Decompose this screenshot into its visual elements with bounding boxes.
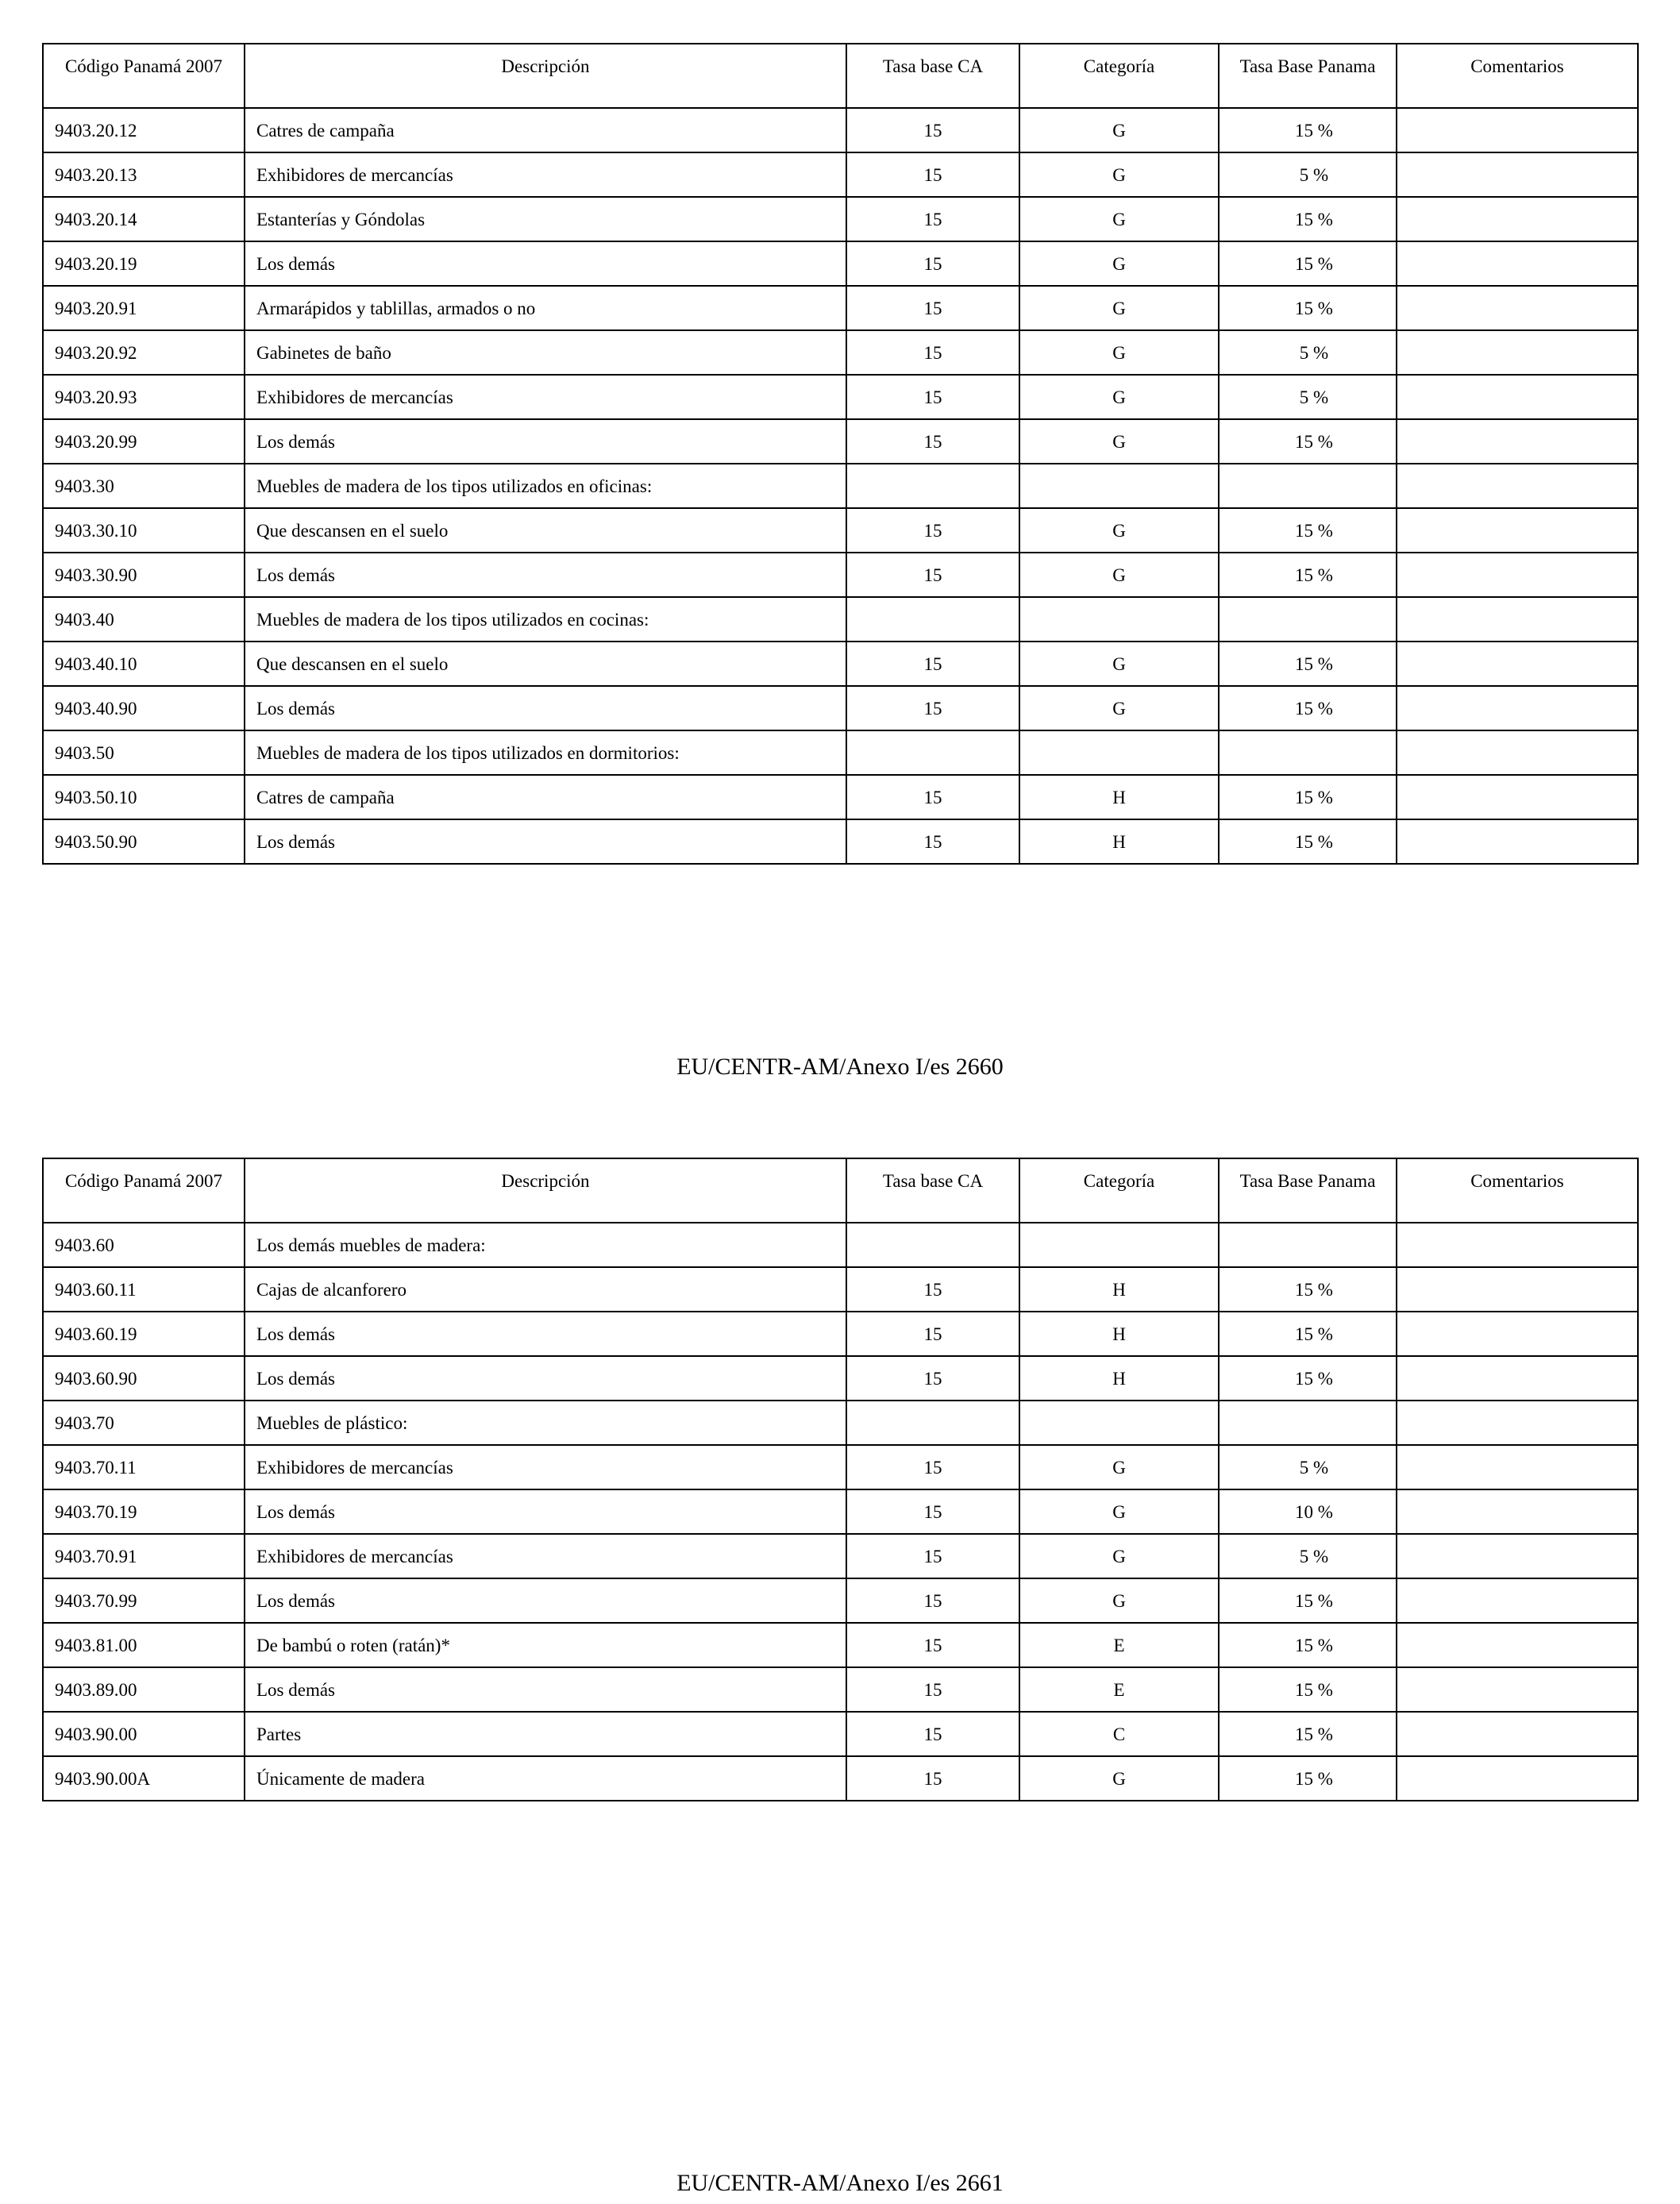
cell-description: Muebles de madera de los tipos utilizados en cocinas: bbox=[245, 597, 846, 642]
cell-tasa-ca: 15 bbox=[846, 1267, 1019, 1312]
cell-comentarios bbox=[1397, 197, 1638, 241]
cell-comentarios bbox=[1397, 1356, 1638, 1401]
cell-code: 9403.90.00A bbox=[43, 1756, 245, 1801]
header-row bbox=[43, 44, 1638, 108]
cell-description: Cajas de alcanforero bbox=[245, 1267, 846, 1312]
cell-tasa-panama: 15 % bbox=[1219, 1712, 1397, 1756]
cell-description: Exhibidores de mercancías bbox=[245, 1445, 846, 1489]
table-row bbox=[43, 464, 1638, 508]
cell-description: Exhibidores de mercancías bbox=[245, 375, 846, 419]
header-row bbox=[43, 1158, 1638, 1223]
cell-categoria: G bbox=[1019, 508, 1219, 553]
cell-tasa-panama: 15 % bbox=[1219, 1312, 1397, 1356]
cell-comentarios bbox=[1397, 1667, 1638, 1712]
cell-categoria: G bbox=[1019, 1756, 1219, 1801]
table-row bbox=[43, 508, 1638, 553]
cell-comentarios bbox=[1397, 241, 1638, 286]
cell-comentarios bbox=[1397, 1445, 1638, 1489]
cell-tasa-ca: 15 bbox=[846, 1356, 1019, 1401]
cell-code: 9403.30.90 bbox=[43, 553, 245, 597]
cell-categoria: G bbox=[1019, 286, 1219, 330]
cell-code: 9403.60.11 bbox=[43, 1267, 245, 1312]
cell-tasa-panama: 15 % bbox=[1219, 197, 1397, 241]
cell-tasa-panama: 5 % bbox=[1219, 330, 1397, 375]
header-description: Descripción bbox=[245, 44, 846, 108]
cell-tasa-panama: 15 % bbox=[1219, 1267, 1397, 1312]
cell-comentarios bbox=[1397, 730, 1638, 775]
header-tasa-panama: Tasa Base Panama bbox=[1219, 1158, 1397, 1223]
cell-tasa-ca bbox=[846, 597, 1019, 642]
cell-categoria: C bbox=[1019, 1712, 1219, 1756]
header-tasa-panama: Tasa Base Panama bbox=[1219, 44, 1397, 108]
cell-categoria bbox=[1019, 464, 1219, 508]
cell-tasa-ca: 15 bbox=[846, 419, 1019, 464]
cell-description: Catres de campaña bbox=[245, 775, 846, 819]
cell-tasa-ca: 15 bbox=[846, 1445, 1019, 1489]
cell-tasa-panama: 15 % bbox=[1219, 1623, 1397, 1667]
cell-description: Armarápidos y tablillas, armados o no bbox=[245, 286, 846, 330]
cell-tasa-panama: 15 % bbox=[1219, 1667, 1397, 1712]
cell-categoria bbox=[1019, 730, 1219, 775]
cell-code: 9403.40.10 bbox=[43, 642, 245, 686]
cell-tasa-panama: 15 % bbox=[1219, 1578, 1397, 1623]
cell-description: Los demás bbox=[245, 819, 846, 864]
cell-categoria: G bbox=[1019, 1578, 1219, 1623]
cell-comentarios bbox=[1397, 1578, 1638, 1623]
cell-code: 9403.70.99 bbox=[43, 1578, 245, 1623]
cell-description: Exhibidores de mercancías bbox=[245, 152, 846, 197]
table-row bbox=[43, 1667, 1638, 1712]
cell-comentarios bbox=[1397, 775, 1638, 819]
header-code: Código Panamá 2007 bbox=[43, 1158, 245, 1223]
cell-tasa-panama: 10 % bbox=[1219, 1489, 1397, 1534]
cell-comentarios bbox=[1397, 1401, 1638, 1445]
cell-categoria: G bbox=[1019, 108, 1219, 152]
table-header bbox=[43, 44, 1638, 108]
cell-tasa-panama: 15 % bbox=[1219, 775, 1397, 819]
table-row bbox=[43, 1534, 1638, 1578]
cell-tasa-ca: 15 bbox=[846, 1756, 1019, 1801]
header-comentarios: Comentarios bbox=[1397, 44, 1638, 108]
cell-code: 9403.20.19 bbox=[43, 241, 245, 286]
cell-comentarios bbox=[1397, 286, 1638, 330]
cell-description: Muebles de plástico: bbox=[245, 1401, 846, 1445]
cell-tasa-ca: 15 bbox=[846, 152, 1019, 197]
table-row bbox=[43, 1356, 1638, 1401]
cell-tasa-panama: 15 % bbox=[1219, 1756, 1397, 1801]
cell-code: 9403.60.19 bbox=[43, 1312, 245, 1356]
table-row bbox=[43, 286, 1638, 330]
cell-categoria: G bbox=[1019, 1445, 1219, 1489]
cell-code: 9403.20.13 bbox=[43, 152, 245, 197]
cell-description: Los demás bbox=[245, 1356, 846, 1401]
cell-tasa-ca bbox=[846, 1401, 1019, 1445]
cell-comentarios bbox=[1397, 108, 1638, 152]
cell-tasa-ca: 15 bbox=[846, 1312, 1019, 1356]
cell-tasa-panama: 5 % bbox=[1219, 1445, 1397, 1489]
cell-code: 9403.70.11 bbox=[43, 1445, 245, 1489]
header-code: Código Panamá 2007 bbox=[43, 44, 245, 108]
cell-comentarios bbox=[1397, 1756, 1638, 1801]
cell-tasa-ca: 15 bbox=[846, 1534, 1019, 1578]
cell-categoria: H bbox=[1019, 775, 1219, 819]
cell-tasa-panama: 15 % bbox=[1219, 108, 1397, 152]
header-categoria: Categoría bbox=[1019, 44, 1219, 108]
cell-code: 9403.20.91 bbox=[43, 286, 245, 330]
header-comentarios: Comentarios bbox=[1397, 1158, 1638, 1223]
cell-categoria: H bbox=[1019, 1312, 1219, 1356]
cell-comentarios bbox=[1397, 1712, 1638, 1756]
cell-categoria: G bbox=[1019, 375, 1219, 419]
table-body bbox=[43, 1223, 1638, 1801]
cell-tasa-panama bbox=[1219, 597, 1397, 642]
cell-code: 9403.70.91 bbox=[43, 1534, 245, 1578]
cell-categoria: G bbox=[1019, 1489, 1219, 1534]
cell-tasa-ca: 15 bbox=[846, 108, 1019, 152]
cell-categoria: G bbox=[1019, 419, 1219, 464]
cell-description: Muebles de madera de los tipos utilizados en oficinas: bbox=[245, 464, 846, 508]
cell-categoria bbox=[1019, 1401, 1219, 1445]
cell-comentarios bbox=[1397, 1267, 1638, 1312]
header-tasa-ca: Tasa base CA bbox=[846, 44, 1019, 108]
table-row bbox=[43, 1312, 1638, 1356]
cell-comentarios bbox=[1397, 642, 1638, 686]
cell-tasa-ca: 15 bbox=[846, 1623, 1019, 1667]
cell-tasa-panama: 15 % bbox=[1219, 686, 1397, 730]
header-categoria: Categoría bbox=[1019, 1158, 1219, 1223]
table-row bbox=[43, 775, 1638, 819]
table-row bbox=[43, 642, 1638, 686]
cell-tasa-ca: 15 bbox=[846, 553, 1019, 597]
page-footer: EU/CENTR-AM/Anexo I/es 2660 bbox=[676, 1054, 1004, 1080]
cell-description: Que descansen en el suelo bbox=[245, 508, 846, 553]
table-body bbox=[43, 108, 1638, 864]
cell-description: Los demás bbox=[245, 553, 846, 597]
cell-categoria: E bbox=[1019, 1623, 1219, 1667]
cell-tasa-ca bbox=[846, 1223, 1019, 1267]
cell-tasa-panama: 5 % bbox=[1219, 375, 1397, 419]
table-row bbox=[43, 686, 1638, 730]
cell-tasa-ca: 15 bbox=[846, 330, 1019, 375]
cell-comentarios bbox=[1397, 1312, 1638, 1356]
cell-code: 9403.90.00 bbox=[43, 1712, 245, 1756]
page-footer: EU/CENTR-AM/Anexo I/es 2661 bbox=[676, 2170, 1004, 2196]
table-row bbox=[43, 419, 1638, 464]
cell-tasa-panama bbox=[1219, 1223, 1397, 1267]
table-row bbox=[43, 1489, 1638, 1534]
table-row bbox=[43, 152, 1638, 197]
table-row bbox=[43, 597, 1638, 642]
cell-tasa-panama: 5 % bbox=[1219, 152, 1397, 197]
cell-tasa-ca: 15 bbox=[846, 375, 1019, 419]
cell-comentarios bbox=[1397, 819, 1638, 864]
tariff-table-page-2660 bbox=[42, 43, 1639, 865]
cell-code: 9403.50 bbox=[43, 730, 245, 775]
cell-code: 9403.81.00 bbox=[43, 1623, 245, 1667]
table-row bbox=[43, 1623, 1638, 1667]
cell-tasa-ca: 15 bbox=[846, 1712, 1019, 1756]
cell-comentarios bbox=[1397, 1623, 1638, 1667]
cell-tasa-panama bbox=[1219, 730, 1397, 775]
table-row bbox=[43, 375, 1638, 419]
cell-categoria: H bbox=[1019, 1356, 1219, 1401]
cell-tasa-panama: 15 % bbox=[1219, 819, 1397, 864]
table-row bbox=[43, 1401, 1638, 1445]
cell-description: Los demás bbox=[245, 686, 846, 730]
tariff-table-page-2661 bbox=[42, 1158, 1639, 1801]
cell-description: Los demás bbox=[245, 1312, 846, 1356]
cell-categoria: G bbox=[1019, 686, 1219, 730]
table-header bbox=[43, 1158, 1638, 1223]
table-row bbox=[43, 819, 1638, 864]
cell-tasa-panama: 15 % bbox=[1219, 286, 1397, 330]
cell-description: Estanterías y Góndolas bbox=[245, 197, 846, 241]
table-row bbox=[43, 330, 1638, 375]
cell-comentarios bbox=[1397, 375, 1638, 419]
cell-comentarios bbox=[1397, 553, 1638, 597]
cell-tasa-panama bbox=[1219, 464, 1397, 508]
cell-code: 9403.30.10 bbox=[43, 508, 245, 553]
cell-code: 9403.50.90 bbox=[43, 819, 245, 864]
table-row bbox=[43, 1267, 1638, 1312]
cell-categoria: G bbox=[1019, 197, 1219, 241]
cell-code: 9403.70.19 bbox=[43, 1489, 245, 1534]
cell-tasa-panama: 15 % bbox=[1219, 553, 1397, 597]
cell-categoria: G bbox=[1019, 1534, 1219, 1578]
table-row bbox=[43, 1445, 1638, 1489]
cell-code: 9403.20.12 bbox=[43, 108, 245, 152]
cell-description: Los demás bbox=[245, 1667, 846, 1712]
cell-description: Gabinetes de baño bbox=[245, 330, 846, 375]
cell-code: 9403.30 bbox=[43, 464, 245, 508]
cell-description: Partes bbox=[245, 1712, 846, 1756]
cell-description: Que descansen en el suelo bbox=[245, 642, 846, 686]
cell-tasa-ca: 15 bbox=[846, 241, 1019, 286]
cell-code: 9403.60 bbox=[43, 1223, 245, 1267]
cell-description: Los demás bbox=[245, 1489, 846, 1534]
table-row bbox=[43, 1756, 1638, 1801]
table-row bbox=[43, 197, 1638, 241]
cell-code: 9403.60.90 bbox=[43, 1356, 245, 1401]
table-row bbox=[43, 108, 1638, 152]
cell-categoria: G bbox=[1019, 330, 1219, 375]
cell-code: 9403.40.90 bbox=[43, 686, 245, 730]
cell-code: 9403.70 bbox=[43, 1401, 245, 1445]
cell-code: 9403.20.93 bbox=[43, 375, 245, 419]
cell-tasa-ca: 15 bbox=[846, 686, 1019, 730]
cell-tasa-ca: 15 bbox=[846, 1489, 1019, 1534]
cell-categoria: G bbox=[1019, 241, 1219, 286]
cell-tasa-ca: 15 bbox=[846, 508, 1019, 553]
cell-tasa-panama: 15 % bbox=[1219, 642, 1397, 686]
cell-tasa-ca: 15 bbox=[846, 819, 1019, 864]
cell-categoria: G bbox=[1019, 642, 1219, 686]
cell-categoria: H bbox=[1019, 819, 1219, 864]
cell-description: Los demás bbox=[245, 241, 846, 286]
cell-comentarios bbox=[1397, 330, 1638, 375]
cell-description: Únicamente de madera bbox=[245, 1756, 846, 1801]
cell-comentarios bbox=[1397, 686, 1638, 730]
table-row bbox=[43, 241, 1638, 286]
cell-tasa-panama bbox=[1219, 1401, 1397, 1445]
cell-tasa-ca: 15 bbox=[846, 197, 1019, 241]
cell-description: Los demás muebles de madera: bbox=[245, 1223, 846, 1267]
table-row bbox=[43, 730, 1638, 775]
cell-tasa-ca bbox=[846, 730, 1019, 775]
cell-categoria: E bbox=[1019, 1667, 1219, 1712]
cell-description: De bambú o roten (ratán)* bbox=[245, 1623, 846, 1667]
cell-description: Exhibidores de mercancías bbox=[245, 1534, 846, 1578]
table-row bbox=[43, 1712, 1638, 1756]
header-tasa-ca: Tasa base CA bbox=[846, 1158, 1019, 1223]
cell-categoria bbox=[1019, 597, 1219, 642]
header-description: Descripción bbox=[245, 1158, 846, 1223]
cell-code: 9403.20.99 bbox=[43, 419, 245, 464]
cell-comentarios bbox=[1397, 508, 1638, 553]
cell-description: Los demás bbox=[245, 419, 846, 464]
cell-code: 9403.40 bbox=[43, 597, 245, 642]
cell-categoria bbox=[1019, 1223, 1219, 1267]
cell-tasa-ca: 15 bbox=[846, 1578, 1019, 1623]
cell-code: 9403.20.14 bbox=[43, 197, 245, 241]
cell-categoria: H bbox=[1019, 1267, 1219, 1312]
cell-tasa-panama: 15 % bbox=[1219, 419, 1397, 464]
cell-code: 9403.20.92 bbox=[43, 330, 245, 375]
table-row bbox=[43, 1578, 1638, 1623]
cell-categoria: G bbox=[1019, 553, 1219, 597]
cell-comentarios bbox=[1397, 597, 1638, 642]
table-row bbox=[43, 1223, 1638, 1267]
cell-comentarios bbox=[1397, 152, 1638, 197]
cell-comentarios bbox=[1397, 464, 1638, 508]
cell-comentarios bbox=[1397, 419, 1638, 464]
cell-comentarios bbox=[1397, 1534, 1638, 1578]
cell-code: 9403.50.10 bbox=[43, 775, 245, 819]
cell-tasa-ca: 15 bbox=[846, 775, 1019, 819]
cell-tasa-ca: 15 bbox=[846, 642, 1019, 686]
cell-tasa-panama: 5 % bbox=[1219, 1534, 1397, 1578]
cell-tasa-panama: 15 % bbox=[1219, 508, 1397, 553]
cell-tasa-panama: 15 % bbox=[1219, 241, 1397, 286]
table-row bbox=[43, 553, 1638, 597]
cell-tasa-ca: 15 bbox=[846, 1667, 1019, 1712]
cell-comentarios bbox=[1397, 1223, 1638, 1267]
cell-tasa-ca bbox=[846, 464, 1019, 508]
cell-description: Los demás bbox=[245, 1578, 846, 1623]
cell-categoria: G bbox=[1019, 152, 1219, 197]
cell-description: Muebles de madera de los tipos utilizados en dormitorios: bbox=[245, 730, 846, 775]
cell-tasa-ca: 15 bbox=[846, 286, 1019, 330]
cell-tasa-panama: 15 % bbox=[1219, 1356, 1397, 1401]
cell-code: 9403.89.00 bbox=[43, 1667, 245, 1712]
cell-comentarios bbox=[1397, 1489, 1638, 1534]
cell-description: Catres de campaña bbox=[245, 108, 846, 152]
